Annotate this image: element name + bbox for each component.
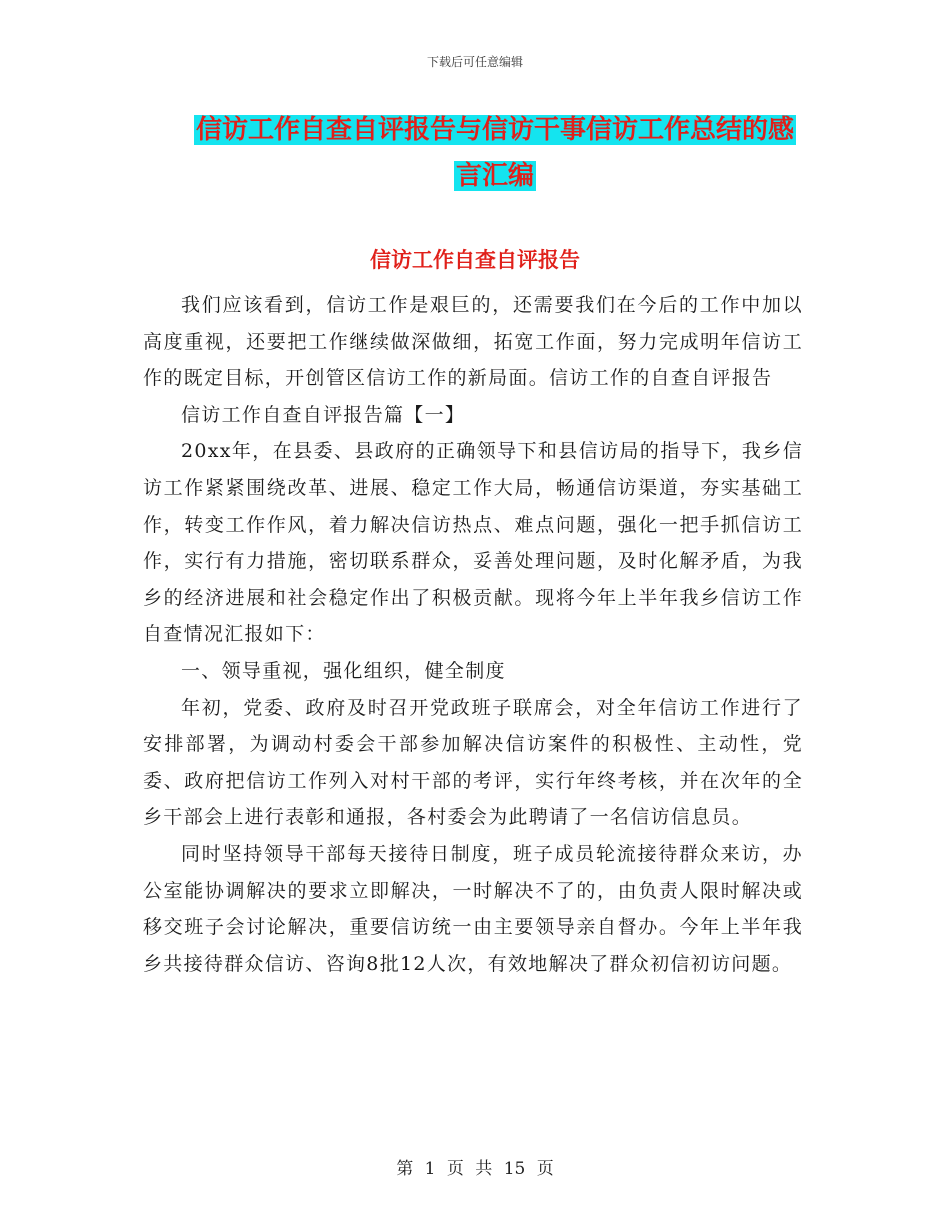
paragraph: 同时坚持领导干部每天接待日制度，班子成员轮流接待群众来访，办公室能协调解决的要求立即解决，一时解决不了的，由负责人限时解决或移交班子会讨论解决，重要信访统一由主要领导亲自督办。今年上半年我乡共接待群众信访、咨询8批12人次，有效地解决了群众初信初访问题。: [143, 842, 803, 975]
body-text: [143, 287, 803, 982]
page-number-footer: 第 1 页 共 15 页: [396, 1159, 554, 1179]
paragraph: 年初，党委、政府及时召开党政班子联席会，对全年信访工作进行了安排部署，为调动村委会干部参加解决信访案件的积极性、主动性，党委、政府把信访工作列入对村干部的考评，实行年终考核，并在次年的全乡干部会上进行表彰和通报，各村委会为此聘请了一名信访信息员。: [143, 696, 803, 829]
document-title-line-2: [180, 150, 810, 202]
paragraph: 20xx年，在县委、县政府的正确领导下和县信访局的指导下，我乡信访工作紧紧围绕改革、进展、稳定工作大局，畅通信访渠道，夯实基础工作，转变工作作风，着力解决信访热点、难点问题，强化一把手抓信访工作，实行有力措施，密切联系群众，妥善处理问题，及时化解矛盾，为我乡的经济进展和社会稳定作出了积极贡献。现将今年上半年我乡信访工作自查情况汇报如下：: [143, 440, 803, 646]
title-highlight-1: 信访工作自查自评报告与信访干事信访工作总结的感: [195, 115, 794, 145]
document-title-line-1: [180, 104, 810, 156]
section-title: 信访工作自查自评报告: [370, 248, 580, 272]
title-highlight-2: 言汇编: [455, 161, 534, 191]
paragraph-heading: 一、领导重视，强化组织，健全制度: [181, 659, 506, 682]
paragraph-heading: 信访工作自查自评报告篇【一】: [181, 403, 466, 426]
paragraph: 我们应该看到，信访工作是艰巨的，还需要我们在今后的工作中加以高度重视，还要把工作继续做深做细，拓宽工作面，努力完成明年信访工作的既定目标，开创管区信访工作的新局面。信访工作的自查自评报告: [143, 294, 803, 390]
header-note: 下载后可任意编辑: [426, 55, 523, 69]
